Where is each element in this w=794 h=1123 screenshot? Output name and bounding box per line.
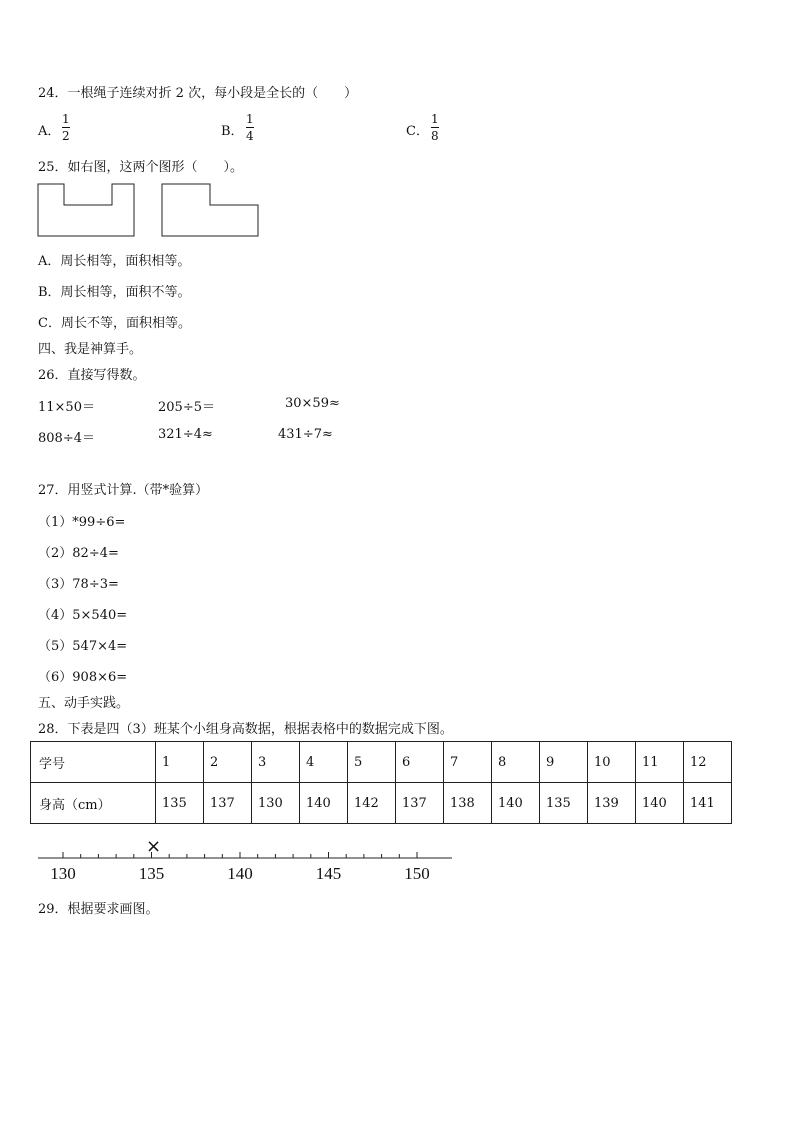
q29-stem: 29．根据要求画图。 — [38, 902, 159, 917]
table-cell-id: 1 — [156, 742, 204, 783]
table-cell-height: 130 — [252, 783, 300, 824]
table-cell-height: 138 — [444, 783, 492, 824]
number-line-tick-label: 135 — [138, 864, 165, 883]
table-cell-id: 5 — [348, 742, 396, 783]
q24-option-c-label: C． — [406, 124, 429, 139]
q27-item-3: （3）78÷3= — [38, 577, 119, 592]
q25-option-b: B．周长相等，面积不等。 — [38, 285, 191, 300]
q26-r2-c1: 808÷4＝ — [38, 431, 95, 446]
fraction-numerator: 1 — [62, 112, 70, 126]
q27-item-4: （4）5×540= — [38, 608, 128, 623]
table-cell-id: 7 — [444, 742, 492, 783]
table-cell-id: 12 — [684, 742, 732, 783]
fraction-bar — [62, 127, 70, 128]
q24-option-b-fraction — [246, 112, 254, 143]
q26-r2-c2: 321÷4≈ — [158, 427, 213, 442]
q28-stem: 28．下表是四（3）班某个小组身高数据，根据表格中的数据完成下图。 — [38, 722, 453, 737]
table-cell-id: 3 — [252, 742, 300, 783]
fraction-denominator: 4 — [246, 129, 254, 143]
table-cell-id: 11 — [636, 742, 684, 783]
row-header-student-id: 学号 — [31, 742, 156, 783]
fraction-bar — [246, 127, 254, 128]
table-cell-id: 8 — [492, 742, 540, 783]
q24-option-c-fraction — [431, 112, 439, 143]
table-row-student-ids — [31, 742, 732, 783]
number-line-tick-label: 145 — [315, 864, 342, 883]
table-cell-height: 135 — [540, 783, 588, 824]
table-cell-id: 10 — [588, 742, 636, 783]
q25-option-a: A．周长相等，面积相等。 — [38, 254, 191, 269]
q24-option-a-label: A． — [38, 124, 61, 139]
q25-stem: 25．如右图，这两个图形（ ）。 — [38, 160, 244, 175]
q24-option-a-fraction — [62, 112, 70, 143]
number-line-tick-label: 140 — [227, 864, 253, 883]
q26-stem: 26．直接写得数。 — [38, 368, 146, 383]
fraction-denominator: 2 — [62, 129, 70, 143]
q27-item-6: （6）908×6= — [38, 670, 128, 685]
q26-r1-c2: 205÷5＝ — [158, 400, 215, 415]
table-cell-height: 140 — [300, 783, 348, 824]
height-data-table — [30, 741, 732, 824]
fraction-denominator: 8 — [431, 129, 439, 143]
fraction-numerator: 1 — [246, 112, 254, 126]
shape-right-step — [162, 184, 258, 236]
q26-r1-c3: 30×59≈ — [285, 396, 340, 411]
table-cell-id: 6 — [396, 742, 444, 783]
q26-r1-c1: 11×50＝ — [38, 400, 95, 415]
q24-option-b-label: B． — [221, 124, 244, 139]
table-cell-id: 4 — [300, 742, 348, 783]
q24-stem: 24．一根绳子连续对折 2 次，每小段是全长的（ ） — [38, 86, 358, 101]
table-cell-height: 137 — [204, 783, 252, 824]
q27-stem: 27．用竖式计算.（带*验算） — [38, 483, 209, 498]
table-cell-height: 141 — [684, 783, 732, 824]
table-cell-height: 137 — [396, 783, 444, 824]
table-cell-id: 2 — [204, 742, 252, 783]
fraction-numerator: 1 — [431, 112, 439, 126]
q25-two-shapes-figure — [36, 182, 266, 240]
q27-item-2: （2）82÷4= — [38, 546, 119, 561]
number-line-cross-mark: × — [145, 836, 162, 857]
number-line-tick-label: 130 — [50, 864, 76, 883]
fraction-bar — [431, 127, 439, 128]
table-cell-height: 140 — [492, 783, 540, 824]
q25-option-c: C．周长不等，面积相等。 — [38, 316, 191, 331]
table-cell-height: 140 — [636, 783, 684, 824]
table-row-heights — [31, 783, 732, 824]
section-4-title: 四、我是神算手。 — [38, 342, 143, 357]
table-cell-height: 135 — [156, 783, 204, 824]
table-cell-height: 139 — [588, 783, 636, 824]
table-cell-id: 9 — [540, 742, 588, 783]
row-header-height: 身高（cm） — [31, 783, 156, 824]
shape-left-u — [38, 184, 134, 236]
section-5-title: 五、动手实践。 — [38, 696, 130, 711]
q26-r2-c3: 431÷7≈ — [278, 427, 333, 442]
q27-item-5: （5）547×4= — [38, 639, 128, 654]
q27-item-1: （1）*99÷6= — [38, 515, 126, 530]
height-number-line — [0, 830, 470, 886]
number-line-tick-label: 150 — [404, 864, 430, 883]
table-cell-height: 142 — [348, 783, 396, 824]
